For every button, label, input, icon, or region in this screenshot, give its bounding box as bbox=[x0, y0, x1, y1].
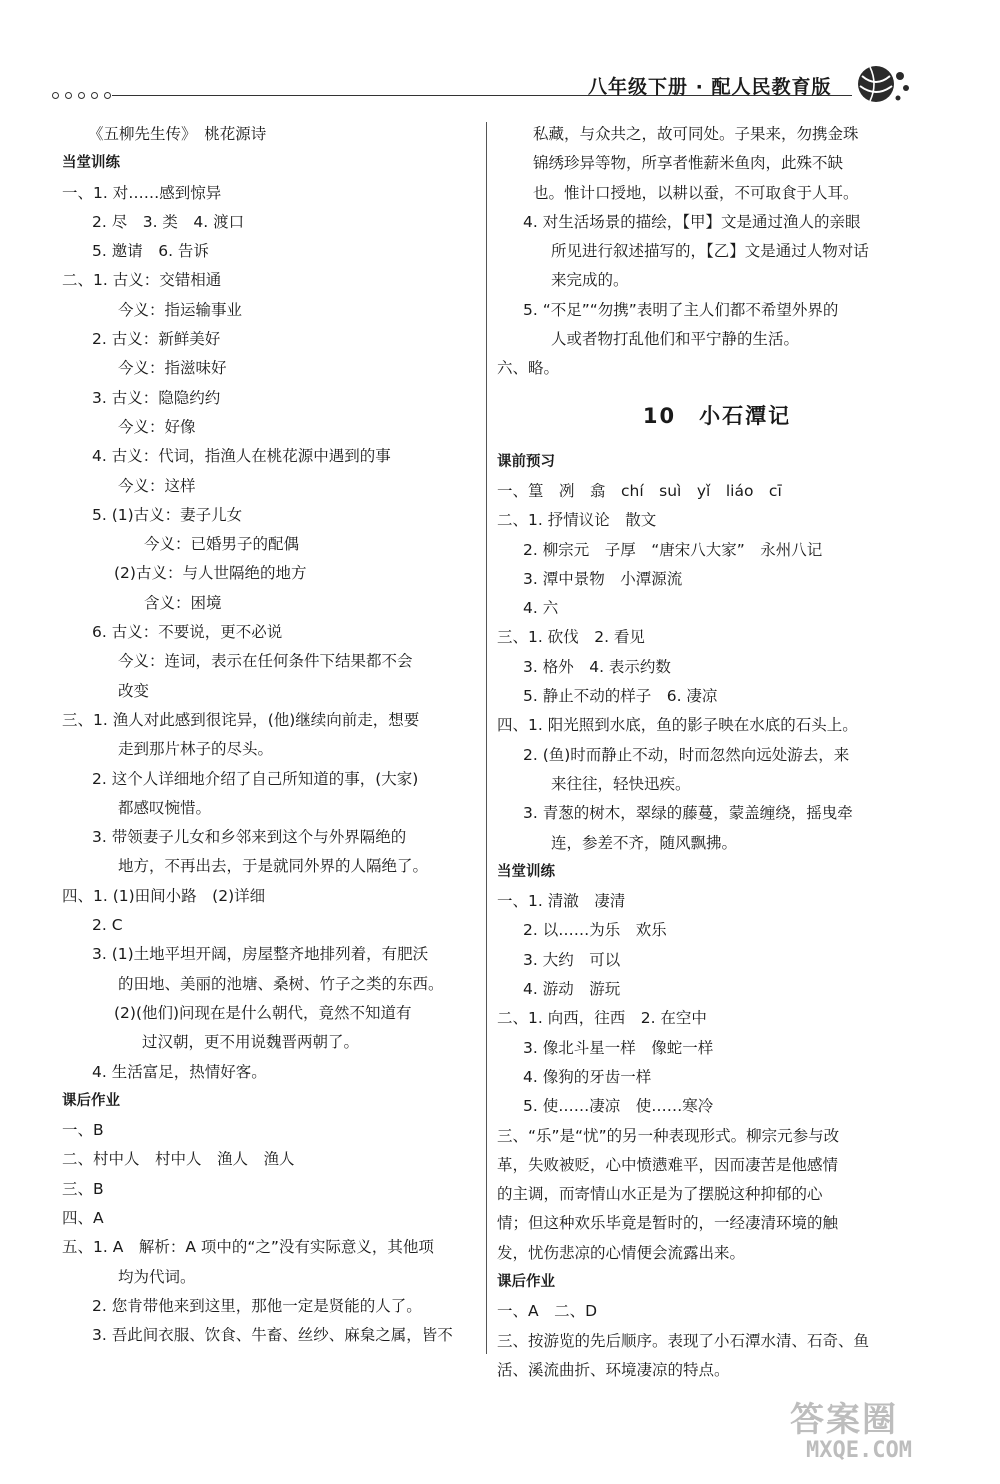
answer-line: (2)(他们)问现在是什么朝代，竟然不知道有 bbox=[114, 1003, 412, 1022]
answer-line: 发，忧伤悲凉的心情便会流露出来。 bbox=[497, 1243, 746, 1262]
answer-line: 一、A 二、D bbox=[497, 1302, 598, 1321]
answer-line: 3. (1)土地平坦开阔，房屋整齐地排列着，有肥沃 bbox=[92, 945, 429, 964]
section-heading: 课后作业 bbox=[62, 1092, 120, 1109]
header-title: 八年级下册 · 配人民教育版 bbox=[588, 76, 832, 98]
answer-line: 地方，不再出去，于是就同外界的人隔绝了。 bbox=[118, 857, 429, 876]
answer-line: 二、1. 古义：交错相通 bbox=[62, 271, 222, 290]
answer-line: 3. 带领妻子儿女和乡邻来到这个与外界隔绝的 bbox=[92, 828, 407, 847]
answer-line: 3. 格外 4. 表示约数 bbox=[523, 657, 671, 676]
ball-logo-icon bbox=[856, 62, 916, 106]
section-heading: 课后作业 bbox=[497, 1273, 555, 1290]
header-dots bbox=[52, 92, 111, 99]
dot-icon bbox=[104, 92, 111, 99]
answer-line: 今义：好像 bbox=[118, 417, 196, 436]
answer-line: 4. 像狗的牙齿一样 bbox=[523, 1067, 652, 1086]
answer-line: 所见进行叙述描写的，【乙】文是通过人物对话 bbox=[551, 242, 869, 261]
answer-line: 二、1. 抒情议论 散文 bbox=[497, 511, 657, 530]
lesson-title: 10 小石潭记 bbox=[642, 403, 792, 428]
answer-line: 2. 尽 3. 类 4. 渡口 bbox=[92, 212, 245, 231]
answer-line: 《五柳先生传》 桃花源诗 bbox=[88, 125, 267, 143]
left-column bbox=[62, 120, 482, 1350]
dot-icon bbox=[91, 92, 98, 99]
answer-line: 过汉朝，更不用说魏晋两朝了。 bbox=[142, 1033, 360, 1052]
answer-line: 4. 六 bbox=[523, 599, 559, 618]
answer-line: 人或者物打乱他们和平宁静的生活。 bbox=[551, 330, 800, 349]
answer-line: 今义：连词，表示在任何条件下结果都不会 bbox=[118, 652, 413, 671]
answer-line: 均为代词。 bbox=[118, 1267, 196, 1286]
answer-line: 2. 以……为乐 欢乐 bbox=[523, 921, 667, 940]
section-heading: 当堂训练 bbox=[62, 155, 120, 172]
dot-icon bbox=[78, 92, 85, 99]
answer-line: 2. (鱼)时而静止不动，时而忽然向远处游去，来 bbox=[523, 745, 850, 764]
watermark-url: MXQE.COM bbox=[806, 1438, 912, 1463]
answer-line: 4. 游动 游玩 bbox=[523, 980, 621, 999]
answer-line: 三、按游览的先后顺序。表现了小石潭水清、石奇、鱼 bbox=[497, 1331, 870, 1350]
answer-line: 来完成的。 bbox=[551, 271, 629, 290]
answer-line: 今义：指运输事业 bbox=[118, 300, 243, 319]
answer-line: 四、1. (1)田间小路 (2)详细 bbox=[62, 886, 266, 905]
answer-line: 含义：困境 bbox=[144, 593, 222, 612]
answer-line: 也。惟计口授地，以耕以蚕，不可取食于人耳。 bbox=[533, 183, 859, 202]
answer-line: 三、B bbox=[62, 1179, 104, 1198]
answer-line: 4. 对生活场景的描绘，【甲】文是通过渔人的亲眼 bbox=[523, 212, 861, 231]
answer-line: 2. C bbox=[92, 916, 123, 935]
answer-line: 5. (1)古义：妻子儿女 bbox=[92, 505, 243, 524]
answer-line: 革，失败被贬，心中愤懑难平，因而凄苦是他感情 bbox=[497, 1155, 839, 1174]
answer-line: 私藏，与众共之，故可同处。子果来，勿携金珠 bbox=[533, 125, 859, 143]
answer-line: 来往往，轻快迅疾。 bbox=[551, 774, 691, 793]
answer-line: (2)古义：与人世隔绝的地方 bbox=[114, 564, 307, 583]
answer-line: 3. 潭中景物 小潭源流 bbox=[523, 569, 683, 588]
answer-line: 四、1. 阳光照到水底，鱼的影子映在水底的石头上。 bbox=[497, 716, 858, 735]
section-heading: 课前预习 bbox=[497, 453, 555, 470]
answer-line: 情；但这种欢乐毕竟是暂时的，一经凄清环境的触 bbox=[497, 1214, 839, 1233]
answer-line: 三、“乐”是“忧”的另一种表现形式。柳宗元参与改 bbox=[497, 1126, 840, 1145]
answer-line: 一、篁 冽 翕 chí suì yǐ liáo cī bbox=[497, 481, 782, 500]
answer-line: 的田地、美丽的池塘、桑树、竹子之类的东西。 bbox=[118, 974, 444, 993]
answer-line: 一、1. 清澈 凄清 bbox=[497, 892, 626, 911]
answer-line: 五、1. A 解析：A 项中的“之”没有实际意义，其他项 bbox=[62, 1238, 434, 1257]
answer-line: 二、村中人 村中人 渔人 渔人 bbox=[62, 1150, 295, 1169]
answer-line: 今义：这样 bbox=[118, 476, 196, 495]
answer-line: 6. 古义：不要说，更不必说 bbox=[92, 623, 283, 642]
answer-line: 一、1. 对……感到惊异 bbox=[62, 183, 222, 202]
answer-line: 5. “不足”“勿携”表明了主人们都不希望外界的 bbox=[523, 300, 839, 319]
dot-icon bbox=[52, 92, 59, 99]
answer-line: 锦绣珍异等物，所享者惟薪米鱼肉，此殊不缺 bbox=[533, 154, 844, 173]
answer-line: 4. 生活富足，热情好客。 bbox=[92, 1062, 267, 1081]
answer-line: 5. 邀请 6. 告诉 bbox=[92, 242, 209, 261]
answer-line: 3. 古义：隐隐约约 bbox=[92, 388, 221, 407]
answer-line: 活、溪流曲折、环境凄凉的特点。 bbox=[497, 1360, 730, 1379]
answer-line: 5. 静止不动的样子 6. 凄凉 bbox=[523, 687, 718, 706]
answer-line: 改变 bbox=[118, 681, 150, 700]
answer-line: 三、1. 砍伐 2. 看见 bbox=[497, 628, 645, 647]
dot-icon bbox=[65, 92, 72, 99]
answer-line: 都感叹惋惜。 bbox=[118, 798, 212, 817]
page-header bbox=[0, 0, 1000, 110]
answer-line: 的主调，而寄情山水正是为了摆脱这种抑郁的心 bbox=[497, 1185, 823, 1204]
answer-line: 4. 古义：代词，指渔人在桃花源中遇到的事 bbox=[92, 447, 391, 466]
answer-line: 2. 柳宗元 子厚 “唐宋八大家” 永州八记 bbox=[523, 540, 823, 559]
answer-line: 三、1. 渔人对此感到很诧异，(他)继续向前走，想要 bbox=[62, 710, 420, 729]
answer-line: 四、A bbox=[62, 1208, 104, 1227]
answer-line: 3. 青葱的树木，翠绿的藤蔓，蒙盖缠绕，摇曳牵 bbox=[523, 804, 853, 823]
right-column bbox=[497, 120, 937, 1385]
section-heading: 当堂训练 bbox=[497, 863, 555, 880]
answer-line: 2. 这个人详细地介绍了自己所知道的事，(大家) bbox=[92, 769, 419, 788]
answer-line: 3. 吾此间衣服、饮食、牛畜、丝纱、麻枲之属，皆不 bbox=[92, 1326, 453, 1345]
answer-line: 3. 像北斗星一样 像蛇一样 bbox=[523, 1038, 714, 1057]
answer-line: 今义：已婚男子的配偶 bbox=[144, 535, 300, 554]
answer-line: 5. 使……凄凉 使……寒冷 bbox=[523, 1097, 714, 1116]
watermark-text: 答案圈 bbox=[790, 1400, 898, 1440]
answer-line: 二、1. 向西，往西 2. 在空中 bbox=[497, 1009, 707, 1028]
answer-line: 今义：指滋味好 bbox=[118, 359, 227, 378]
answer-line: 六、略。 bbox=[497, 359, 560, 378]
answer-line: 连，参差不齐，随风飘拂。 bbox=[551, 833, 738, 852]
answer-line: 2. 您肯带他来到这里，那他一定是贤能的人了。 bbox=[92, 1296, 422, 1315]
column-divider bbox=[486, 122, 487, 1354]
answer-line: 3. 大约 可以 bbox=[523, 950, 621, 969]
answer-line: 走到那片林子的尽头。 bbox=[118, 740, 274, 759]
answer-line: 2. 古义：新鲜美好 bbox=[92, 330, 221, 349]
answer-line: 一、B bbox=[62, 1121, 104, 1140]
